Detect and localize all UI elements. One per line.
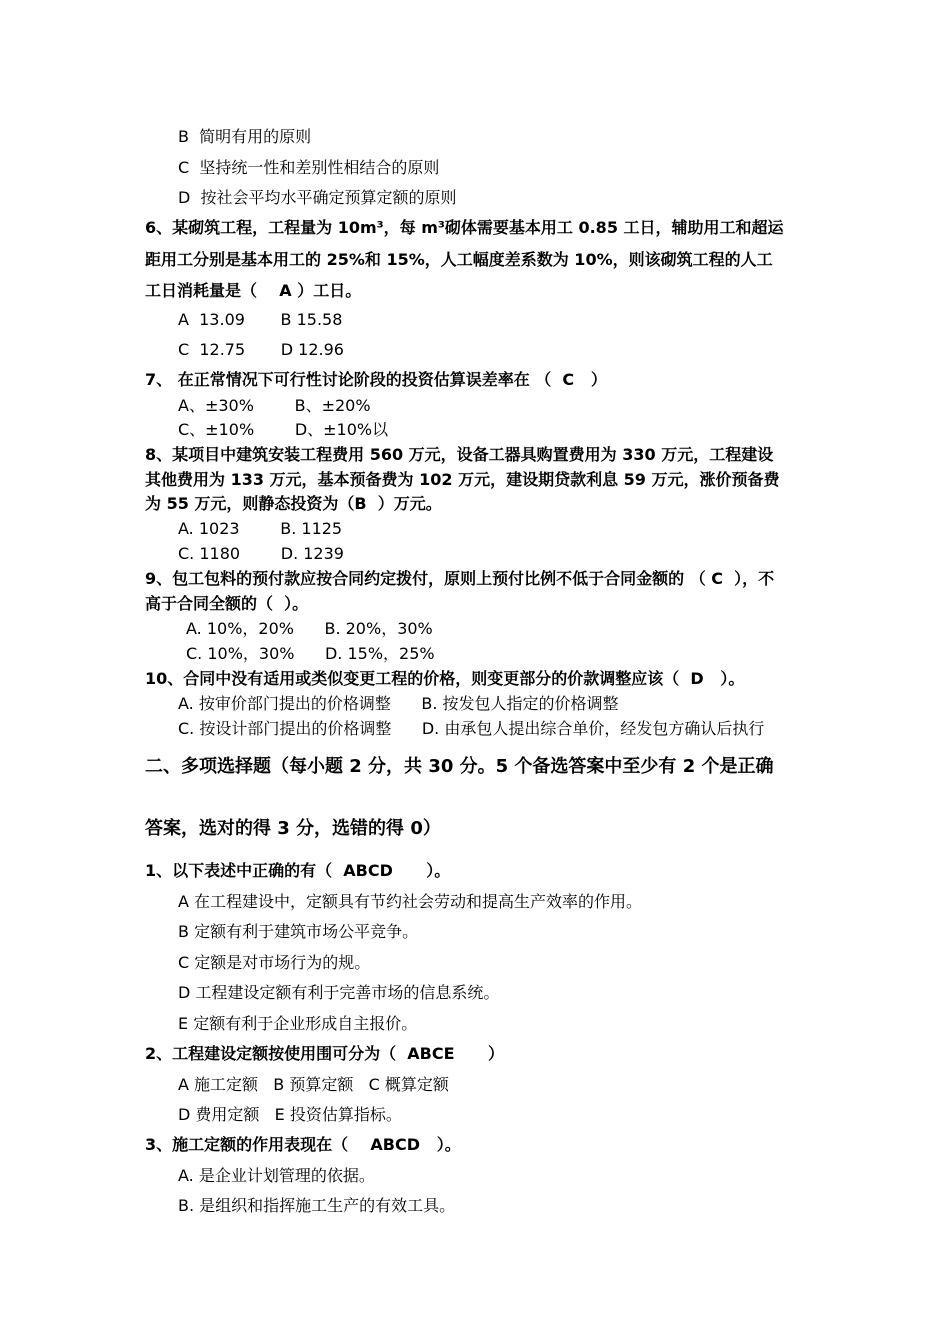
question-10-options-1: A. 按审价部门提出的价格调整 B. 按发包人指定的价格调整 [178, 694, 619, 713]
multi-question-2: 2、工程建设定额按使用围可分为（ ABCE ） [145, 1044, 504, 1063]
option-d: D 按社会平均水平确定预算定额的原则 [178, 188, 457, 207]
multi-question-1-option-a: A 在工程建设中，定额具有节约社会劳动和提高生产效率的作用。 [178, 892, 643, 911]
question-9-options-2: C. 10%，30% D. 15%，25% [186, 644, 435, 663]
question-8-line-2: 其他费用为 133 万元，基本预备费为 102 万元，建设期贷款利息 59 万元，涨价预备费 [145, 470, 780, 489]
question-6-line-3: 工日消耗量是（ A ）工日。 [145, 281, 362, 300]
multi-question-1-option-d: D 工程建设定额有利于完善市场的信息系统。 [178, 983, 500, 1002]
section-2-heading-line-2: 答案，选对的得 3 分，选错的得 0） [145, 818, 441, 839]
question-6-line-1: 6、某砌筑工程，工程量为 10m³，每 m³砌体需要基本用工 0.85 工日，辅助用工和超运 [145, 218, 784, 237]
option-c: C 坚持统一性和差别性相结合的原则 [178, 158, 440, 177]
multi-question-3-option-a: A. 是企业计划管理的依据。 [178, 1166, 375, 1185]
multi-question-2-options-1: A 施工定额 B 预算定额 C 概算定额 [178, 1075, 449, 1094]
multi-question-1: 1、以下表述中正确的有（ ABCD ）。 [145, 861, 451, 880]
question-8-options-1: A. 1023 B. 1125 [178, 519, 343, 538]
multi-question-2-options-2: D 费用定额 E 投资估算指标。 [178, 1105, 402, 1124]
question-8-options-2: C. 1180 D. 1239 [178, 544, 344, 563]
question-6-options-2: C 12.75 D 12.96 [178, 340, 344, 359]
multi-question-1-option-e: E 定额有利于企业形成自主报价。 [178, 1014, 418, 1033]
question-6-line-2: 距用工分别是基本用工的 25%和 15%，人工幅度差系数为 10%，则该砌筑工程的人工 [145, 250, 773, 269]
question-9-options-1: A. 10%，20% B. 20%，30% [186, 619, 433, 638]
question-9-line-2: 高于合同全额的（ ）。 [145, 594, 309, 613]
question-6-options-1: A 13.09 B 15.58 [178, 310, 343, 329]
option-b: B 简明有用的原则 [178, 127, 312, 146]
multi-question-3: 3、施工定额的作用表现在（ ABCD ）。 [145, 1135, 461, 1154]
question-9-line-1: 9、包工包料的预付款应按合同约定拨付，原则上预付比例不低于合同金额的 （ C ），不 [145, 569, 775, 588]
multi-question-1-option-b: B 定额有利于建筑市场公平竞争。 [178, 922, 419, 941]
question-10: 10、合同中没有适用或类似变更工程的价格，则变更部分的价款调整应该（ D ）。 [145, 669, 745, 688]
question-8-line-3: 为 55 万元，则静态投资为（B ）万元。 [145, 494, 442, 513]
question-7-options-1: A、±30% B、±20% [178, 396, 371, 415]
section-2-heading-line-1: 二、多项选择题（每小题 2 分，共 30 分。5 个备选答案中至少有 2 个是正确 [145, 756, 774, 777]
question-7: 7、 在正常情况下可行性讨论阶段的投资估算误差率在 （ C ） [145, 370, 607, 389]
question-10-options-2: C. 按设计部门提出的价格调整 D. 由承包人提出综合单价，经发包方确认后执行 [178, 719, 765, 738]
question-8-line-1: 8、某项目中建筑安装工程费用 560 万元，设备工器具购置费用为 330 万元，工程建设 [145, 445, 774, 464]
question-7-options-2: C、±10% D、±10%以 [178, 420, 389, 439]
multi-question-1-option-c: C 定额是对市场行为的规。 [178, 953, 371, 972]
multi-question-3-option-b: B. 是组织和指挥施工生产的有效工具。 [178, 1196, 456, 1215]
